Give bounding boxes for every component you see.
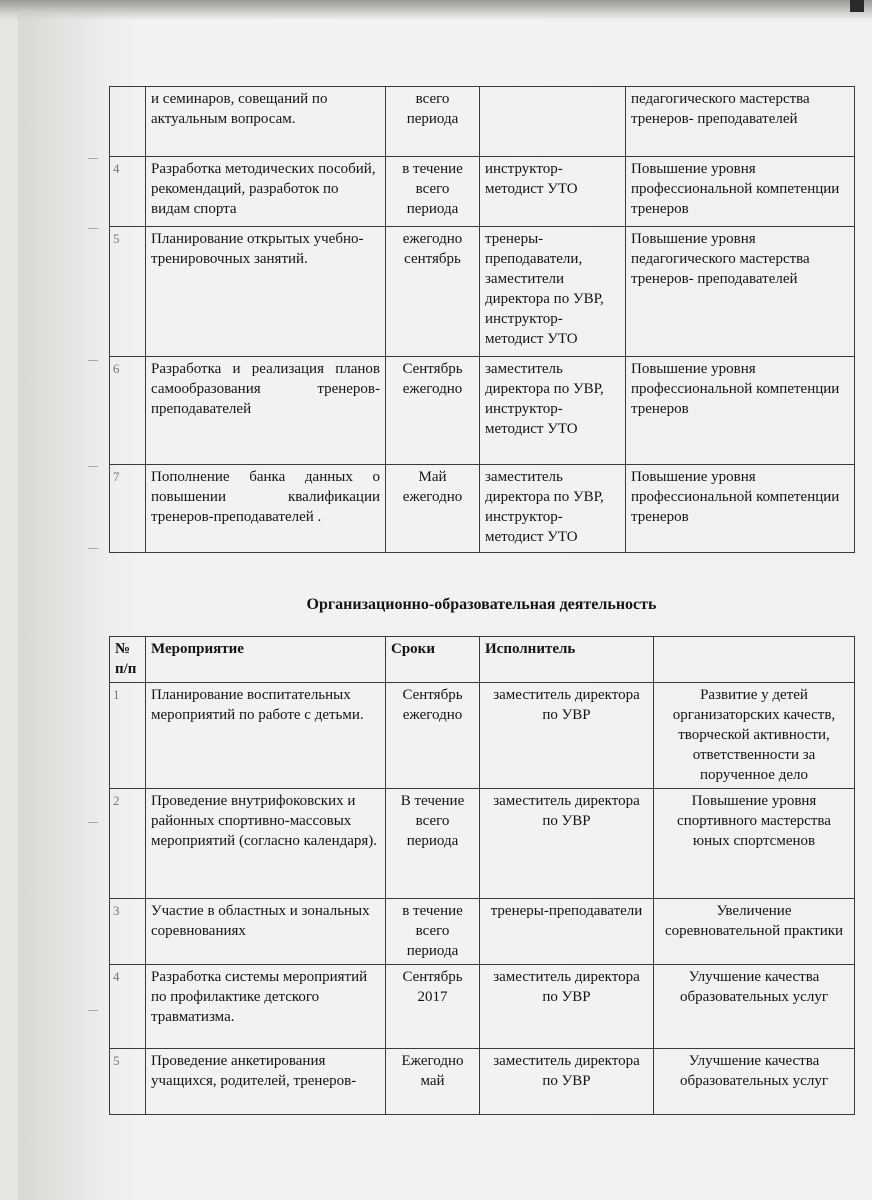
scan-corner-mark (850, 0, 864, 12)
event-cell: Разработка методических пособий, рекомендаций, разработок по видам спорта (146, 157, 386, 227)
result-cell: Повышение уровня спортивного мастерства юных спортсменов (654, 789, 855, 899)
event-cell: и семинаров, совещаний по актуальным вопросам. (146, 87, 386, 157)
binding-mark (88, 548, 98, 549)
event-cell: Пополнение банка данных о повышении квалификации тренеров-преподавателей . (146, 465, 386, 553)
table-row (110, 465, 855, 553)
binding-mark (88, 360, 98, 361)
result-cell: Улучшение качества образовательных услуг (654, 1049, 855, 1115)
result-cell: Улучшение качества образовательных услуг (654, 965, 855, 1049)
scan-top-shadow (0, 0, 872, 20)
binding-mark (88, 822, 98, 823)
result-cell: Повышение уровня педагогического мастерства тренеров- преподавателей (626, 227, 855, 357)
result-cell: Развитие у детей организаторских качеств, творческой активности, ответственности за порученное дело (654, 683, 855, 789)
row-number: 6 (110, 357, 146, 465)
binding-mark (88, 1010, 98, 1011)
executor-cell: заместитель директора по УВР (480, 1049, 654, 1115)
row-number: 4 (110, 157, 146, 227)
result-cell: Повышение уровня профессиональной компетенции тренеров (626, 357, 855, 465)
term-cell: Сентябрь ежегодно (386, 357, 480, 465)
table-row (110, 87, 855, 157)
executor-cell: заместитель директора по УВР, инструктор-методист УТО (480, 465, 626, 553)
executor-cell: заместитель директора по УВР (480, 965, 654, 1049)
row-number: 1 (110, 683, 146, 789)
header-executor: Исполнитель (480, 637, 654, 683)
row-number: 2 (110, 789, 146, 899)
binding-mark (88, 158, 98, 159)
term-cell: Май ежегодно (386, 465, 480, 553)
row-number: 7 (110, 465, 146, 553)
event-cell: Разработка и реализация планов самообразования тренеров-преподавателей (146, 357, 386, 465)
executor-cell: тренеры-преподаватели (480, 899, 654, 965)
term-cell: всего периода (386, 87, 480, 157)
term-cell: Сентябрь 2017 (386, 965, 480, 1049)
row-number: 3 (110, 899, 146, 965)
term-cell: в течение всего периода (386, 157, 480, 227)
continued-plan-table (109, 86, 855, 553)
executor-cell (480, 87, 626, 157)
row-number: 5 (110, 1049, 146, 1115)
event-cell: Планирование открытых учебно-тренировочных занятий. (146, 227, 386, 357)
binding-mark (88, 466, 98, 467)
header-term: Сроки (386, 637, 480, 683)
header-event: Мероприятие (146, 637, 386, 683)
table-row (110, 357, 855, 465)
row-number (110, 87, 146, 157)
executor-cell: тренеры-преподаватели, заместители директора по УВР, инструктор-методист УТО (480, 227, 626, 357)
term-cell: в течение всего периода (386, 899, 480, 965)
row-number: 4 (110, 965, 146, 1049)
table-row (110, 789, 855, 899)
term-cell: ежегодно сентябрь (386, 227, 480, 357)
section-title: Организационно-образовательная деятельность (306, 596, 657, 613)
executor-cell: инструктор-методист УТО (480, 157, 626, 227)
term-cell: Ежегодно май (386, 1049, 480, 1115)
result-cell: Увеличение соревновательной практики (654, 899, 855, 965)
term-cell: Сентябрь ежегодно (386, 683, 480, 789)
executor-cell: заместитель директора по УВР, инструктор-методист УТО (480, 357, 626, 465)
executor-cell: заместитель директора по УВР (480, 683, 654, 789)
table-row (110, 227, 855, 357)
row-number: 5 (110, 227, 146, 357)
event-cell: Планирование воспитательных мероприятий по работе с детьми. (146, 683, 386, 789)
binding-mark (88, 228, 98, 229)
result-cell: педагогического мастерства тренеров- преподавателей (626, 87, 855, 157)
table-row (110, 683, 855, 789)
executor-cell: заместитель директора по УВР (480, 789, 654, 899)
organizational-activity-table (109, 636, 855, 1115)
term-cell: В течение всего периода (386, 789, 480, 899)
result-cell: Повышение уровня профессиональной компетенции тренеров (626, 157, 855, 227)
result-cell: Повышение уровня профессиональной компетенции тренеров (626, 465, 855, 553)
event-cell: Проведение внутрифоковских и районных спортивно-массовых мероприятий (согласно календаря). (146, 789, 386, 899)
event-cell: Разработка системы мероприятий по профилактике детского травматизма. (146, 965, 386, 1049)
event-cell: Проведение анкетирования учащихся, родителей, тренеров- (146, 1049, 386, 1115)
header-result (654, 637, 855, 683)
header-num: № п/п (110, 637, 146, 683)
event-cell: Участие в областных и зональных соревнованиях (146, 899, 386, 965)
table-row (110, 1049, 855, 1115)
table-row (110, 157, 855, 227)
table-header-row (110, 637, 855, 683)
table-row (110, 899, 855, 965)
table-row (110, 965, 855, 1049)
